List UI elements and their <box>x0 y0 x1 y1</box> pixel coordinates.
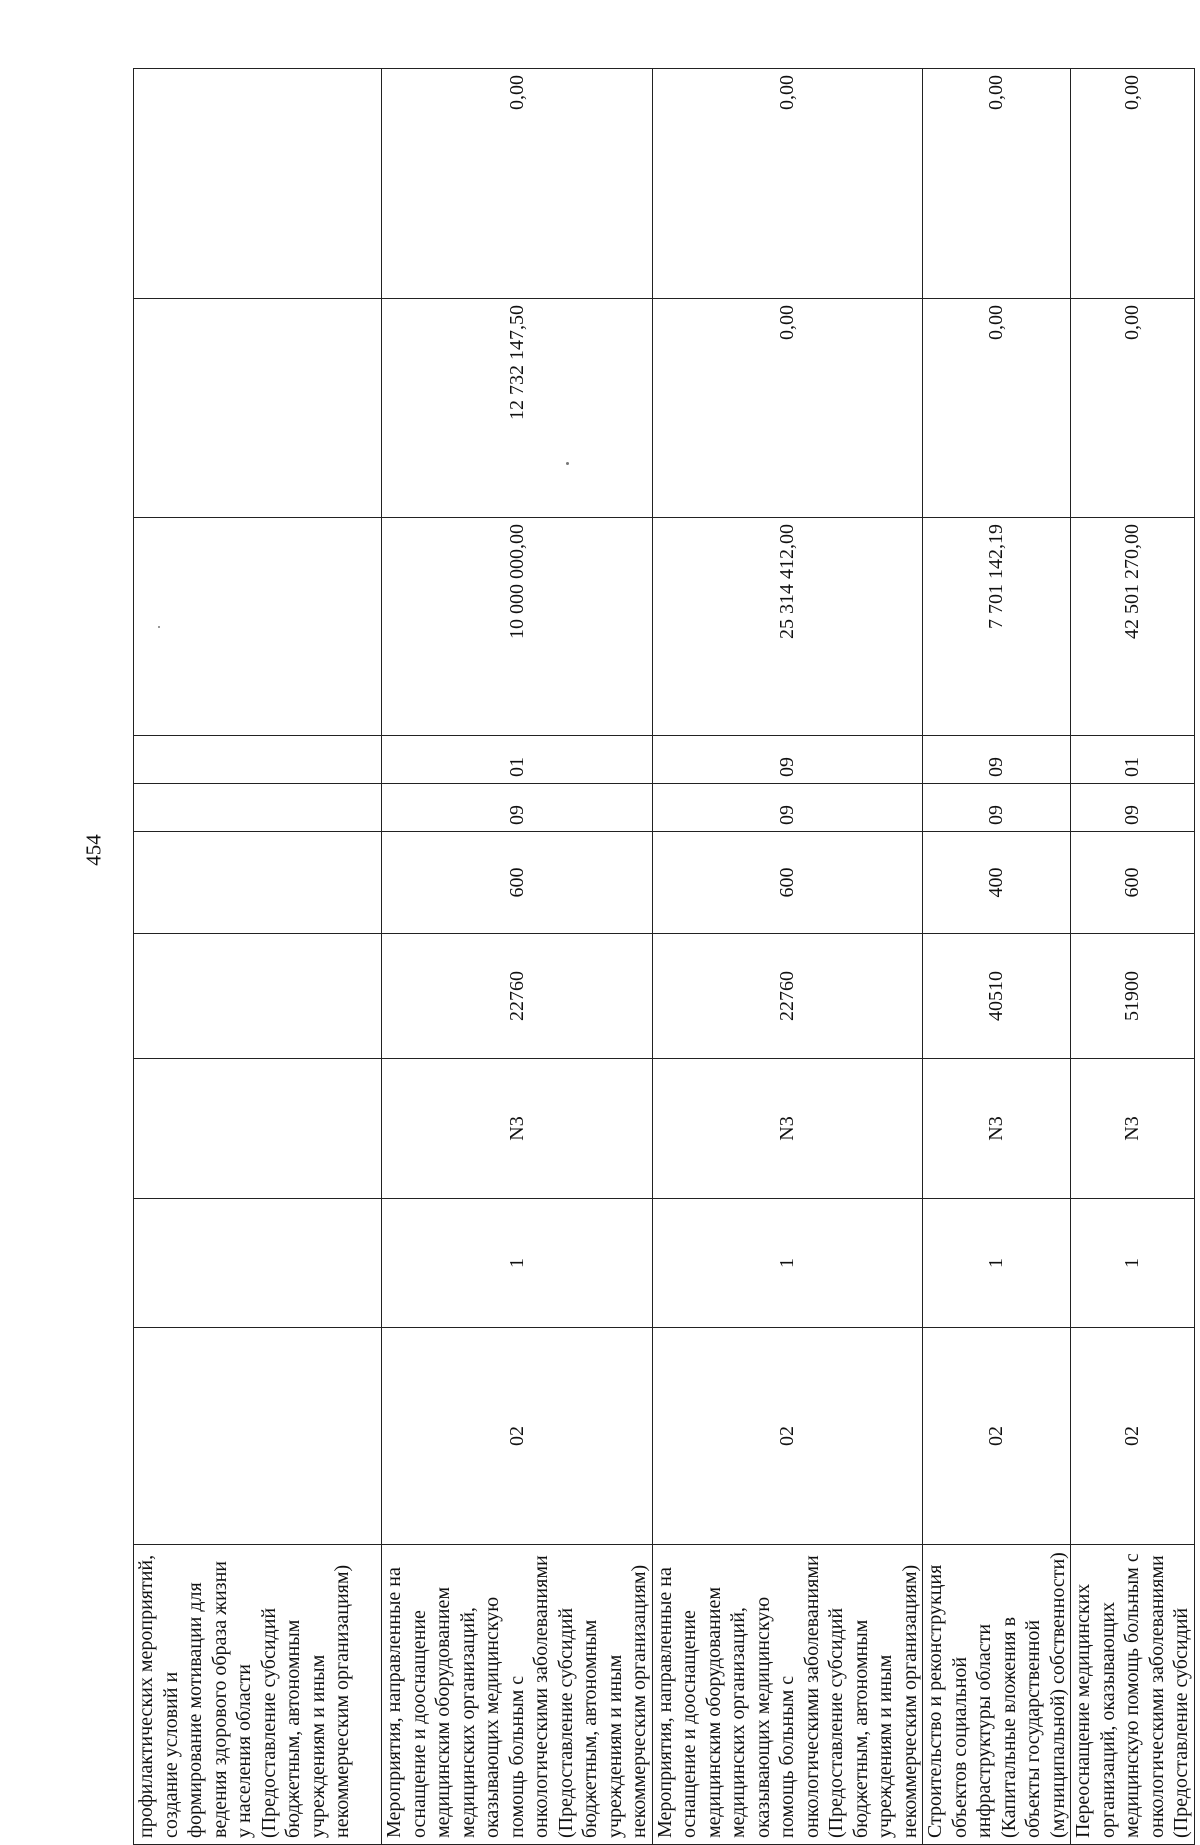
cell-expense-type: 600 <box>652 832 923 934</box>
cell-section: 09 <box>1071 784 1195 832</box>
cell-amount-2: 0,00 <box>923 299 1071 518</box>
cell-amount-3: 0,00 <box>1071 69 1195 299</box>
table-row <box>382 69 653 1845</box>
cell-direction: 22760 <box>382 934 653 1059</box>
cell-program: 02 <box>382 1328 653 1545</box>
cell-subsection: 01 <box>382 736 653 784</box>
cell-amount-2: 0,00 <box>652 299 923 518</box>
cell-project: N3 <box>652 1059 923 1199</box>
cell-section: 09 <box>923 784 1071 832</box>
cell-section: 09 <box>652 784 923 832</box>
table-row <box>923 69 1071 1845</box>
table-row <box>134 69 382 1845</box>
cell-subprogram: 1 <box>652 1199 923 1328</box>
cell-direction <box>134 934 382 1059</box>
row-description: Мероприятия, направленные на оснащение и дооснащение медицинским оборудованием медицинских организаций, оказывающих медицинскую помощь больным с онкологическими заболеваниями (Предоставление субсидий бюджетным, автономным учреждениям и иным некоммерческим организациям) <box>382 1545 653 1845</box>
cell-subsection: 09 <box>923 736 1071 784</box>
cell-program: 02 <box>1071 1328 1195 1545</box>
cell-amount-3 <box>134 69 382 299</box>
cell-expense-type <box>134 832 382 934</box>
cell-project: N3 <box>1071 1059 1195 1199</box>
cell-expense-type: 400 <box>923 832 1071 934</box>
cell-subsection: 01 <box>1071 736 1195 784</box>
cell-program <box>134 1328 382 1545</box>
cell-subprogram <box>134 1199 382 1328</box>
row-description: профилактических мероприятий, создание условий и формирование мотивации для ведения здорового образа жизни у населения области (Предоставление субсидий бюджетным, автономным учреждениям и иным некоммерческим организациям) <box>134 1545 382 1845</box>
cell-amount-1: 10 000 000,00 <box>382 518 653 736</box>
table-row <box>1071 69 1195 1845</box>
cell-amount-1: 25 314 412,00 <box>652 518 923 736</box>
cell-amount-2 <box>134 299 382 518</box>
cell-section <box>134 784 382 832</box>
cell-program: 02 <box>923 1328 1071 1545</box>
cell-project: N3 <box>923 1059 1071 1199</box>
cell-section: 09 <box>382 784 653 832</box>
cell-amount-2: 0,00 <box>1071 299 1195 518</box>
cell-amount-1 <box>134 518 382 736</box>
row-description: Переоснащение медицинских организаций, оказывающих медицинскую помощь больным с онкологическими заболеваниями (Предоставление субсидий <box>1071 1545 1195 1845</box>
page-number: 454 <box>81 834 106 866</box>
table-row <box>652 69 923 1845</box>
cell-subsection: 09 <box>652 736 923 784</box>
cell-subsection <box>134 736 382 784</box>
cell-expense-type: 600 <box>382 832 653 934</box>
cell-project <box>134 1059 382 1199</box>
cell-subprogram: 1 <box>382 1199 653 1328</box>
row-description: Мероприятия, направленные на оснащение и дооснащение медицинским оборудованием медицинских организаций, оказывающих медицинскую помощь больным с онкологическими заболеваниями (Предоставление субсидий бюджетным, автономным учреждениям и иным некоммерческим организациям) <box>652 1545 923 1845</box>
scan-speck <box>566 462 569 465</box>
cell-subprogram: 1 <box>923 1199 1071 1328</box>
budget-table <box>133 68 1195 1845</box>
cell-direction: 22760 <box>652 934 923 1059</box>
cell-direction: 40510 <box>923 934 1071 1059</box>
cell-amount-2: 12 732 147,50 <box>382 299 653 518</box>
cell-expense-type: 600 <box>1071 832 1195 934</box>
cell-subprogram: 1 <box>1071 1199 1195 1328</box>
scan-speck <box>158 626 160 628</box>
cell-program: 02 <box>652 1328 923 1545</box>
cell-amount-1: 42 501 270,00 <box>1071 518 1195 736</box>
row-description: Строительство и реконструкция объектов социальной инфраструктуры области (Капитальные вложения в объекты государственной (муниципальной) собственности) <box>923 1545 1071 1845</box>
cell-direction: 51900 <box>1071 934 1195 1059</box>
cell-amount-1: 7 701 142,19 <box>923 518 1071 736</box>
cell-amount-3: 0,00 <box>652 69 923 299</box>
cell-amount-3: 0,00 <box>382 69 653 299</box>
cell-project: N3 <box>382 1059 653 1199</box>
budget-table-rotated <box>133 69 1192 1845</box>
cell-amount-3: 0,00 <box>923 69 1071 299</box>
